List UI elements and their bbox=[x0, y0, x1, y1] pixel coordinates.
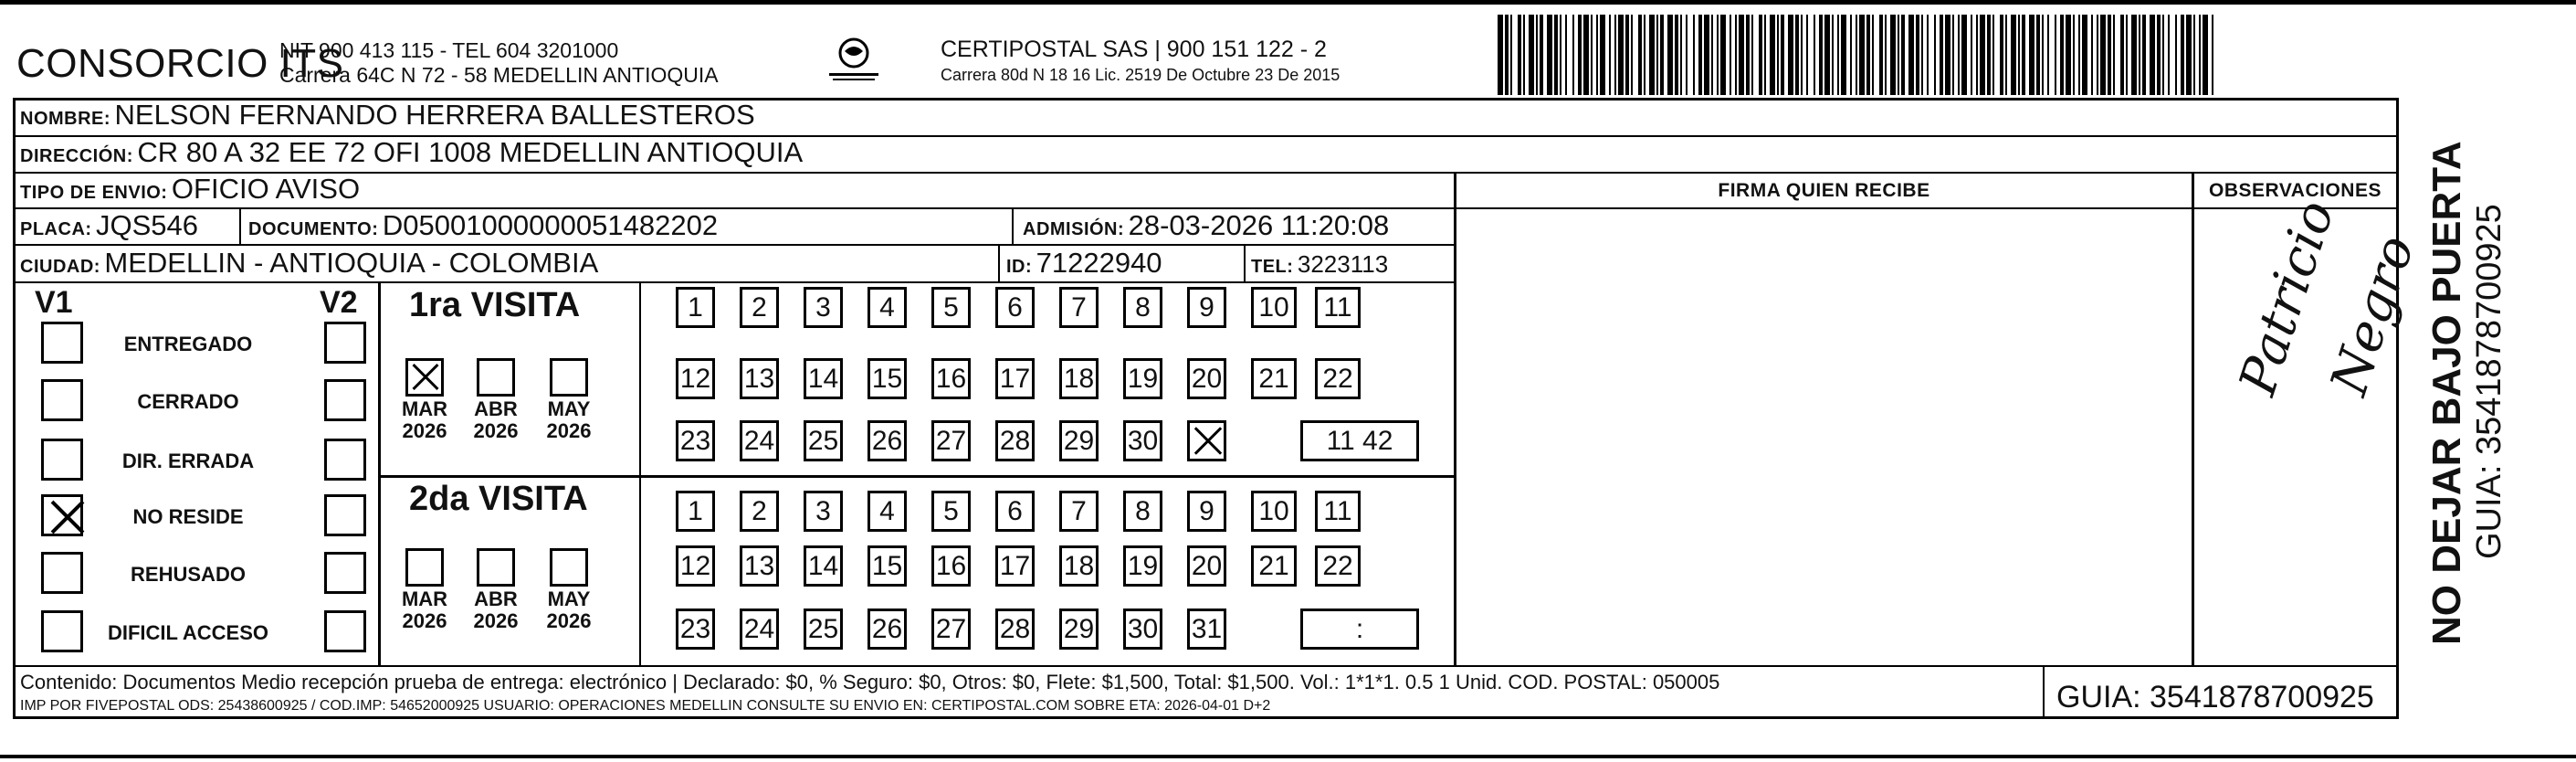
col-obs-left bbox=[2192, 172, 2194, 666]
tel-row bbox=[1251, 250, 1388, 279]
day-box[interactable]: 20 bbox=[1187, 545, 1226, 587]
day-box[interactable]: 12 bbox=[676, 545, 715, 587]
footer-guia: GUIA: 3541878700925 bbox=[2056, 680, 2374, 714]
day-box[interactable]: 9 bbox=[1187, 287, 1226, 328]
day-box[interactable]: 6 bbox=[995, 287, 1035, 328]
day-box[interactable]: 28 bbox=[995, 609, 1035, 650]
day-box[interactable]: 8 bbox=[1123, 491, 1162, 532]
day-box[interactable]: 16 bbox=[931, 358, 971, 399]
admision-value: 28-03-2026 11:20:08 bbox=[1128, 209, 1390, 241]
company-name: CONSORCIO ITS bbox=[16, 41, 344, 86]
signature-2: Negro bbox=[2319, 228, 2426, 403]
tipo-value: OFICIO AVISO bbox=[171, 173, 361, 205]
col-line bbox=[2043, 665, 2045, 718]
observaciones-header: OBSERVACIONES bbox=[2209, 180, 2381, 201]
top-edge bbox=[0, 0, 2576, 5]
status-label: ENTREGADO bbox=[123, 333, 253, 355]
day-box[interactable]: 26 bbox=[867, 420, 907, 461]
month-checkbox[interactable] bbox=[550, 358, 588, 397]
day-box[interactable]: 4 bbox=[867, 287, 907, 328]
col-line bbox=[1012, 207, 1014, 246]
side-guia: GUIA: 3541878700925 bbox=[2470, 204, 2508, 559]
day-box[interactable]: 21 bbox=[1251, 545, 1297, 587]
day-box[interactable]: 7 bbox=[1059, 491, 1099, 532]
day-box[interactable]: 12 bbox=[676, 358, 715, 399]
firma-header: FIRMA QUIEN RECIBE bbox=[1718, 180, 1930, 201]
day-box[interactable]: 23 bbox=[676, 609, 715, 650]
visit-left-line bbox=[378, 281, 381, 667]
day-box[interactable]: 17 bbox=[995, 358, 1035, 399]
v2-checkbox[interactable] bbox=[324, 439, 366, 481]
v2-checkbox[interactable] bbox=[324, 552, 366, 594]
placa-value: JQS546 bbox=[96, 209, 199, 241]
day-box[interactable]: 11 bbox=[1315, 491, 1361, 532]
month-label: MAY 2026 bbox=[546, 397, 592, 442]
v1-checkbox[interactable] bbox=[41, 379, 83, 421]
tel-label: TEL: bbox=[1251, 257, 1294, 277]
frame-right bbox=[2396, 98, 2399, 719]
day-box[interactable]: 5 bbox=[931, 491, 971, 532]
signature-1: Patricio bbox=[2228, 193, 2347, 403]
company-address: Carrera 64C N 72 - 58 MEDELLIN ANTIOQUIA bbox=[279, 63, 719, 87]
day-box[interactable]: 11 bbox=[1315, 287, 1361, 328]
day-box[interactable]: 1 bbox=[676, 491, 715, 532]
month-label: MAY 2026 bbox=[546, 587, 592, 632]
time-field[interactable]: 11 42 bbox=[1300, 420, 1419, 461]
day-box[interactable]: 3 bbox=[804, 491, 843, 532]
carrier-name: CERTIPOSTAL SAS | 900 151 122 - 2 bbox=[941, 37, 1327, 62]
month-checkbox[interactable] bbox=[550, 548, 588, 587]
admision-row bbox=[1023, 209, 1389, 242]
v1-checkbox[interactable] bbox=[41, 552, 83, 594]
month-checkbox[interactable] bbox=[477, 548, 515, 587]
placa-label: PLACA: bbox=[20, 219, 92, 239]
col-line bbox=[998, 244, 1000, 282]
status-label: REHUSADO bbox=[131, 563, 246, 586]
certipostal-logo bbox=[813, 35, 895, 90]
day-box[interactable]: 2 bbox=[740, 287, 779, 328]
status-label: DIFICIL ACCESO bbox=[107, 621, 268, 644]
documento-value: D05001000000051482202 bbox=[382, 209, 719, 241]
day-box[interactable]: 30 bbox=[1123, 420, 1162, 461]
first-visit-title: 1ra VISITA bbox=[409, 286, 581, 324]
row-line bbox=[13, 172, 2399, 174]
frame-bottom bbox=[13, 716, 2399, 719]
placa-row bbox=[20, 209, 198, 242]
company-nit: NIT 900 413 115 - TEL 604 3201000 bbox=[279, 38, 619, 62]
day-box[interactable]: 23 bbox=[676, 420, 715, 461]
day-box[interactable]: 9 bbox=[1187, 491, 1226, 532]
day-box[interactable]: 10 bbox=[1251, 491, 1297, 532]
id-row bbox=[1006, 247, 1162, 280]
nombre-label: NOMBRE: bbox=[20, 109, 111, 129]
side-warning: NO DEJAR BAJO PUERTA bbox=[2424, 141, 2469, 645]
day-box[interactable]: 3 bbox=[804, 287, 843, 328]
day-box[interactable]: 29 bbox=[1059, 609, 1099, 650]
day-box[interactable]: 19 bbox=[1123, 358, 1162, 399]
day-box[interactable]: 26 bbox=[867, 609, 907, 650]
month-label: ABR 2026 bbox=[473, 587, 519, 632]
v1-checkbox[interactable] bbox=[41, 610, 83, 652]
barcode bbox=[1498, 15, 2219, 95]
day-box[interactable]: 6 bbox=[995, 491, 1035, 532]
v2-checkbox[interactable] bbox=[324, 322, 366, 364]
tipo-row bbox=[20, 173, 360, 206]
month-label: ABR 2026 bbox=[473, 397, 519, 442]
day-box[interactable]: 15 bbox=[867, 358, 907, 399]
status-label: NO RESIDE bbox=[132, 505, 244, 528]
day-box[interactable]: 15 bbox=[867, 545, 907, 587]
ciudad-label: CIUDAD: bbox=[20, 257, 100, 277]
v1-checkbox[interactable] bbox=[41, 494, 83, 536]
day-box[interactable]: 13 bbox=[740, 358, 779, 399]
day-box[interactable]: 27 bbox=[931, 609, 971, 650]
visit-mid-line bbox=[378, 475, 1456, 478]
day-box[interactable]: 20 bbox=[1187, 358, 1226, 399]
day-box[interactable]: 28 bbox=[995, 420, 1035, 461]
col-line bbox=[1244, 244, 1246, 282]
day-box[interactable]: 14 bbox=[804, 545, 843, 587]
col-firma-left bbox=[1454, 172, 1456, 666]
v2-label: V2 bbox=[320, 285, 358, 320]
day-box[interactable]: 19 bbox=[1123, 545, 1162, 587]
documento-row bbox=[248, 209, 718, 242]
v1-label: V1 bbox=[35, 285, 73, 320]
day-box[interactable]: 21 bbox=[1251, 358, 1297, 399]
month-checkbox[interactable] bbox=[405, 358, 444, 397]
footer-line bbox=[13, 665, 2399, 667]
time-field[interactable]: : bbox=[1300, 609, 1419, 650]
day-box[interactable]: 14 bbox=[804, 358, 843, 399]
day-box[interactable]: 24 bbox=[740, 609, 779, 650]
month-checkbox[interactable] bbox=[405, 548, 444, 587]
v1-checkbox[interactable] bbox=[41, 322, 83, 364]
id-label: ID: bbox=[1006, 257, 1033, 277]
day-box[interactable]: 18 bbox=[1059, 358, 1099, 399]
day-box[interactable]: 24 bbox=[740, 420, 779, 461]
day-box[interactable]: 7 bbox=[1059, 287, 1099, 328]
day-box[interactable]: 25 bbox=[804, 609, 843, 650]
v2-checkbox[interactable] bbox=[324, 379, 366, 421]
day-box[interactable]: 18 bbox=[1059, 545, 1099, 587]
frame-left bbox=[13, 98, 16, 719]
tipo-label: TIPO DE ENVIO: bbox=[20, 183, 168, 203]
day-box[interactable]: 25 bbox=[804, 420, 843, 461]
day-box[interactable]: 1 bbox=[676, 287, 715, 328]
ciudad-value: MEDELLIN - ANTIOQUIA - COLOMBIA bbox=[104, 247, 599, 279]
tel-value: 3223113 bbox=[1297, 250, 1389, 278]
ciudad-row bbox=[20, 247, 598, 280]
day-box[interactable]: 16 bbox=[931, 545, 971, 587]
direccion-value: CR 80 A 32 EE 72 OFI 1008 MEDELLIN ANTIOQUIA bbox=[137, 136, 804, 168]
day-box[interactable] bbox=[1187, 420, 1226, 461]
day-box[interactable]: 2 bbox=[740, 491, 779, 532]
v2-checkbox[interactable] bbox=[324, 610, 366, 652]
v2-checkbox[interactable] bbox=[324, 494, 366, 536]
day-box[interactable]: 8 bbox=[1123, 287, 1162, 328]
day-box[interactable]: 29 bbox=[1059, 420, 1099, 461]
day-box[interactable]: 30 bbox=[1123, 609, 1162, 650]
row-line bbox=[13, 281, 1456, 283]
day-box[interactable]: 17 bbox=[995, 545, 1035, 587]
status-label: CERRADO bbox=[137, 390, 239, 413]
day-box[interactable]: 13 bbox=[740, 545, 779, 587]
col-line bbox=[239, 207, 241, 246]
nombre-value: NELSON FERNANDO HERRERA BALLESTEROS bbox=[114, 99, 755, 131]
day-box[interactable]: 5 bbox=[931, 287, 971, 328]
day-box[interactable]: 27 bbox=[931, 420, 971, 461]
nombre-row bbox=[20, 99, 755, 132]
day-box[interactable]: 22 bbox=[1315, 545, 1361, 587]
direccion-label: DIRECCIÓN: bbox=[20, 146, 133, 166]
carrier-address: Carrera 80d N 18 16 Lic. 2519 De Octubre 23 De 2015 bbox=[941, 66, 1341, 84]
footer-content: Contenido: Documentos Medio recepción prueba de entrega: electrónico | Declarado: $0, % Seguro: $0, Otros: $0, Flete: $1,500, Total: $1,500. Vol.: 1*1*1. 0.5 1 Unid. COD. POSTAL: 050005 bbox=[20, 671, 1720, 693]
admision-label: ADMISIÓN: bbox=[1023, 219, 1125, 239]
footer-imp: IMP POR FIVEPOSTAL ODS: 25438600925 / COD.IMP: 54652000925 USUARIO: OPERACIONES MEDELLIN CONSULTE SU ENVIO EN: CERTIPOSTAL.COM SOBRE ETA: 2026-04-01 D+2 bbox=[20, 698, 1271, 714]
day-box[interactable]: 31 bbox=[1187, 609, 1226, 650]
day-box[interactable]: 22 bbox=[1315, 358, 1361, 399]
bottom-edge bbox=[0, 755, 2576, 758]
status-label: DIR. ERRADA bbox=[121, 450, 255, 472]
visit-months-line bbox=[639, 281, 641, 667]
month-label: MAR 2026 bbox=[401, 587, 448, 632]
day-box[interactable]: 4 bbox=[867, 491, 907, 532]
v1-checkbox[interactable] bbox=[41, 439, 83, 481]
direccion-row bbox=[20, 136, 803, 169]
documento-label: DOCUMENTO: bbox=[248, 219, 379, 239]
second-visit-title: 2da VISITA bbox=[409, 480, 588, 518]
day-box[interactable]: 10 bbox=[1251, 287, 1297, 328]
row-line bbox=[13, 244, 1456, 246]
month-label: MAR 2026 bbox=[401, 397, 448, 442]
month-checkbox[interactable] bbox=[477, 358, 515, 397]
id-value: 71222940 bbox=[1036, 247, 1162, 279]
